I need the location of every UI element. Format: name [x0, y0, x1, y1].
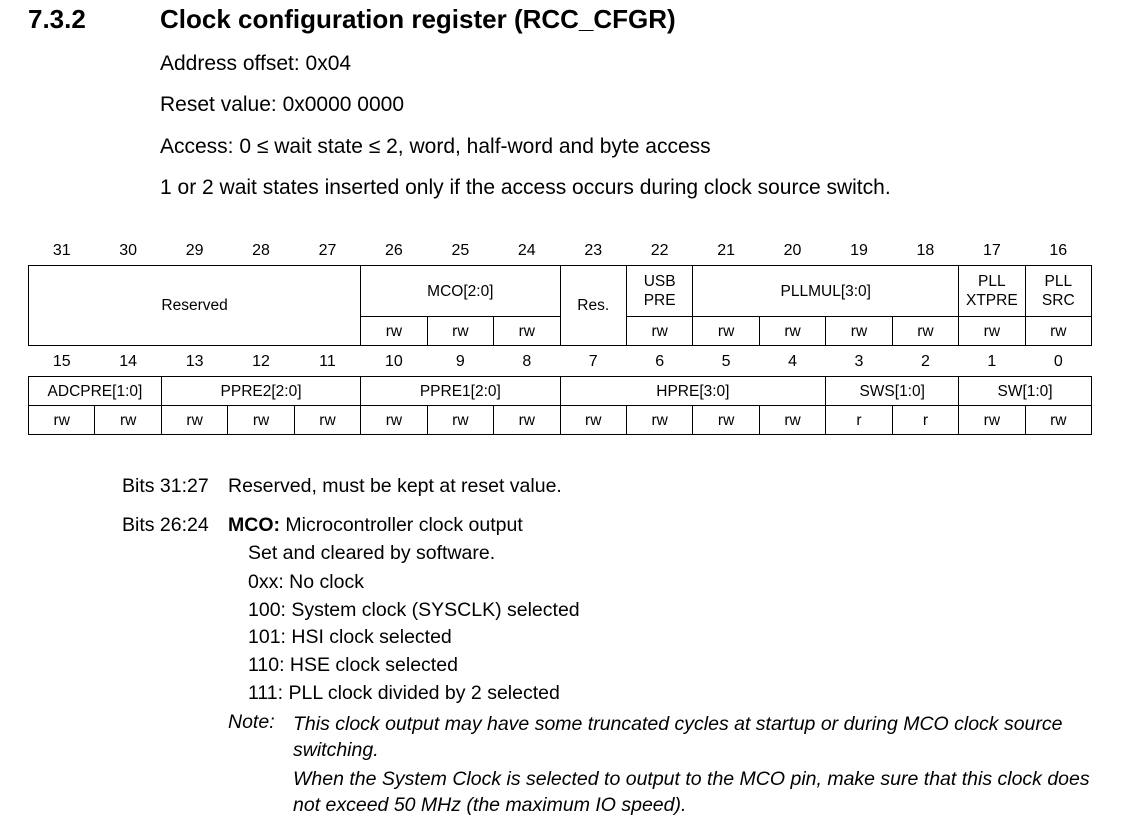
bit-number: 24 [517, 241, 536, 259]
bit-field-name: PLL XTPRE [959, 266, 1025, 317]
bit-field-name: PPRE2[2:0] [161, 377, 360, 406]
access-cell: rw [693, 317, 759, 346]
bit-number: 19 [850, 241, 868, 259]
access-cell: rw [427, 317, 493, 346]
bit-number: 4 [788, 352, 797, 370]
bit-number-row [29, 235, 1092, 266]
bit-number: 2 [920, 352, 930, 370]
bit-number: 29 [185, 241, 204, 259]
bit-number: 5 [721, 352, 731, 370]
bit-number: 13 [185, 352, 204, 370]
bit-number: 21 [717, 241, 735, 259]
bits-label-mco: Bits 26:24 [122, 514, 209, 536]
note-text-1: This clock output may have some truncated cycles at startup or during MCO clock source switching. [293, 713, 1063, 761]
mco-field-title: Microcontroller clock output [280, 514, 523, 536]
access-cell: rw [759, 317, 825, 346]
mco-desc-line: 110: HSE clock selected [248, 654, 458, 676]
bit-number: 20 [783, 241, 802, 259]
address-offset: Address offset: 0x04 [160, 52, 352, 75]
access-cell: rw [959, 317, 1025, 346]
access-cell: rw [29, 406, 95, 435]
bits-label-reserved: Bits 31:27 [122, 475, 209, 497]
bit-field-name: Res. [560, 266, 626, 346]
bit-field-name: HPRE[3:0] [560, 377, 826, 406]
bit-field-name: SW[1:0] [959, 377, 1092, 406]
bit-number: 31 [52, 241, 71, 259]
mco-desc-line: 100: System clock (SYSCLK) selected [248, 599, 580, 621]
bit-field-name: MCO[2:0] [361, 266, 560, 317]
access-cell: rw [626, 317, 692, 346]
bit-field-name: PLLMUL[3:0] [693, 266, 959, 317]
access-cell: rw [759, 406, 825, 435]
access-cell: rw [161, 406, 227, 435]
access-cell: rw [626, 406, 692, 435]
note-label: Note: [228, 711, 275, 733]
bit-number: 7 [588, 352, 598, 370]
access-cell: rw [892, 317, 958, 346]
mco-desc-line: Set and cleared by software. [248, 542, 496, 564]
section-number: 7.3.2 [28, 4, 86, 34]
reset-value: Reset value: 0x0000 0000 [160, 93, 405, 116]
bit-number-row [29, 346, 1092, 377]
access-cell: rw [294, 406, 360, 435]
bit-number: 25 [451, 241, 470, 259]
access-cell: rw [427, 406, 493, 435]
bit-number: 14 [119, 352, 138, 370]
register-map-lower [28, 346, 1092, 435]
bit-number: 30 [119, 241, 138, 259]
bits-text-reserved: Reserved, must be kept at reset value. [228, 475, 562, 497]
mco-desc-line: 0xx: No clock [248, 571, 364, 593]
bit-number: 8 [522, 352, 532, 370]
field-name-row [29, 266, 1092, 317]
bit-field-name: ADCPRE[1:0] [29, 377, 162, 406]
bit-number: 12 [252, 352, 270, 370]
bit-field-name: Reserved [29, 266, 361, 346]
bit-number: 9 [455, 352, 465, 370]
bit-field-name: USB PRE [626, 266, 692, 317]
bit-field-name: PLL SRC [1025, 266, 1091, 317]
bit-number: 22 [650, 241, 669, 259]
bit-number: 23 [584, 241, 603, 259]
access-cell: r [826, 406, 892, 435]
access-cell: rw [494, 317, 560, 346]
bit-field-name: SWS[1:0] [826, 377, 959, 406]
access-cell: rw [494, 406, 560, 435]
bit-number: 6 [655, 352, 665, 370]
mco-desc-line: 111: PLL clock divided by 2 selected [248, 682, 560, 704]
bit-number: 10 [385, 352, 403, 370]
access-cell: rw [959, 406, 1025, 435]
mco-desc-line: 101: HSI clock selected [248, 626, 452, 648]
mco-field-name: MCO: [228, 514, 280, 536]
access-cell: rw [693, 406, 759, 435]
access-cell: rw [95, 406, 161, 435]
field-name-row [29, 377, 1092, 406]
register-map-upper [28, 235, 1092, 346]
access-cell: rw [560, 406, 626, 435]
bit-number: 17 [982, 241, 1001, 259]
bit-number: 27 [318, 241, 337, 259]
bit-field-name: PPRE1[2:0] [361, 377, 560, 406]
note-text-2: When the System Clock is selected to output to the MCO pin, make sure that this clock does not exceed 50 MHz (the maximum IO speed). [293, 768, 1090, 816]
bit-number: 11 [319, 352, 336, 370]
access-cell: rw [228, 406, 294, 435]
access-cell: r [892, 406, 958, 435]
access-cell: rw [361, 317, 427, 346]
bit-number: 26 [385, 241, 403, 259]
bit-number: 18 [916, 241, 935, 259]
bit-number: 0 [1053, 352, 1063, 370]
mco-heading [228, 514, 523, 537]
bit-number: 3 [854, 352, 864, 370]
bit-number: 1 [987, 352, 997, 370]
access-cell: rw [361, 406, 427, 435]
section-title: Clock configuration register (RCC_CFGR) [160, 4, 676, 34]
access-row [29, 406, 1092, 435]
access-info: Access: 0 ≤ wait state ≤ 2, word, half-word and byte access [160, 135, 711, 158]
access-cell: rw [1025, 406, 1091, 435]
wait-state-info: 1 or 2 wait states inserted only if the access occurs during clock source switch. [160, 176, 891, 199]
bit-number: 28 [252, 241, 270, 259]
access-cell: rw [1025, 317, 1091, 346]
access-cell: rw [826, 317, 892, 346]
bit-number: 16 [1049, 241, 1068, 259]
bit-number: 15 [52, 352, 71, 370]
